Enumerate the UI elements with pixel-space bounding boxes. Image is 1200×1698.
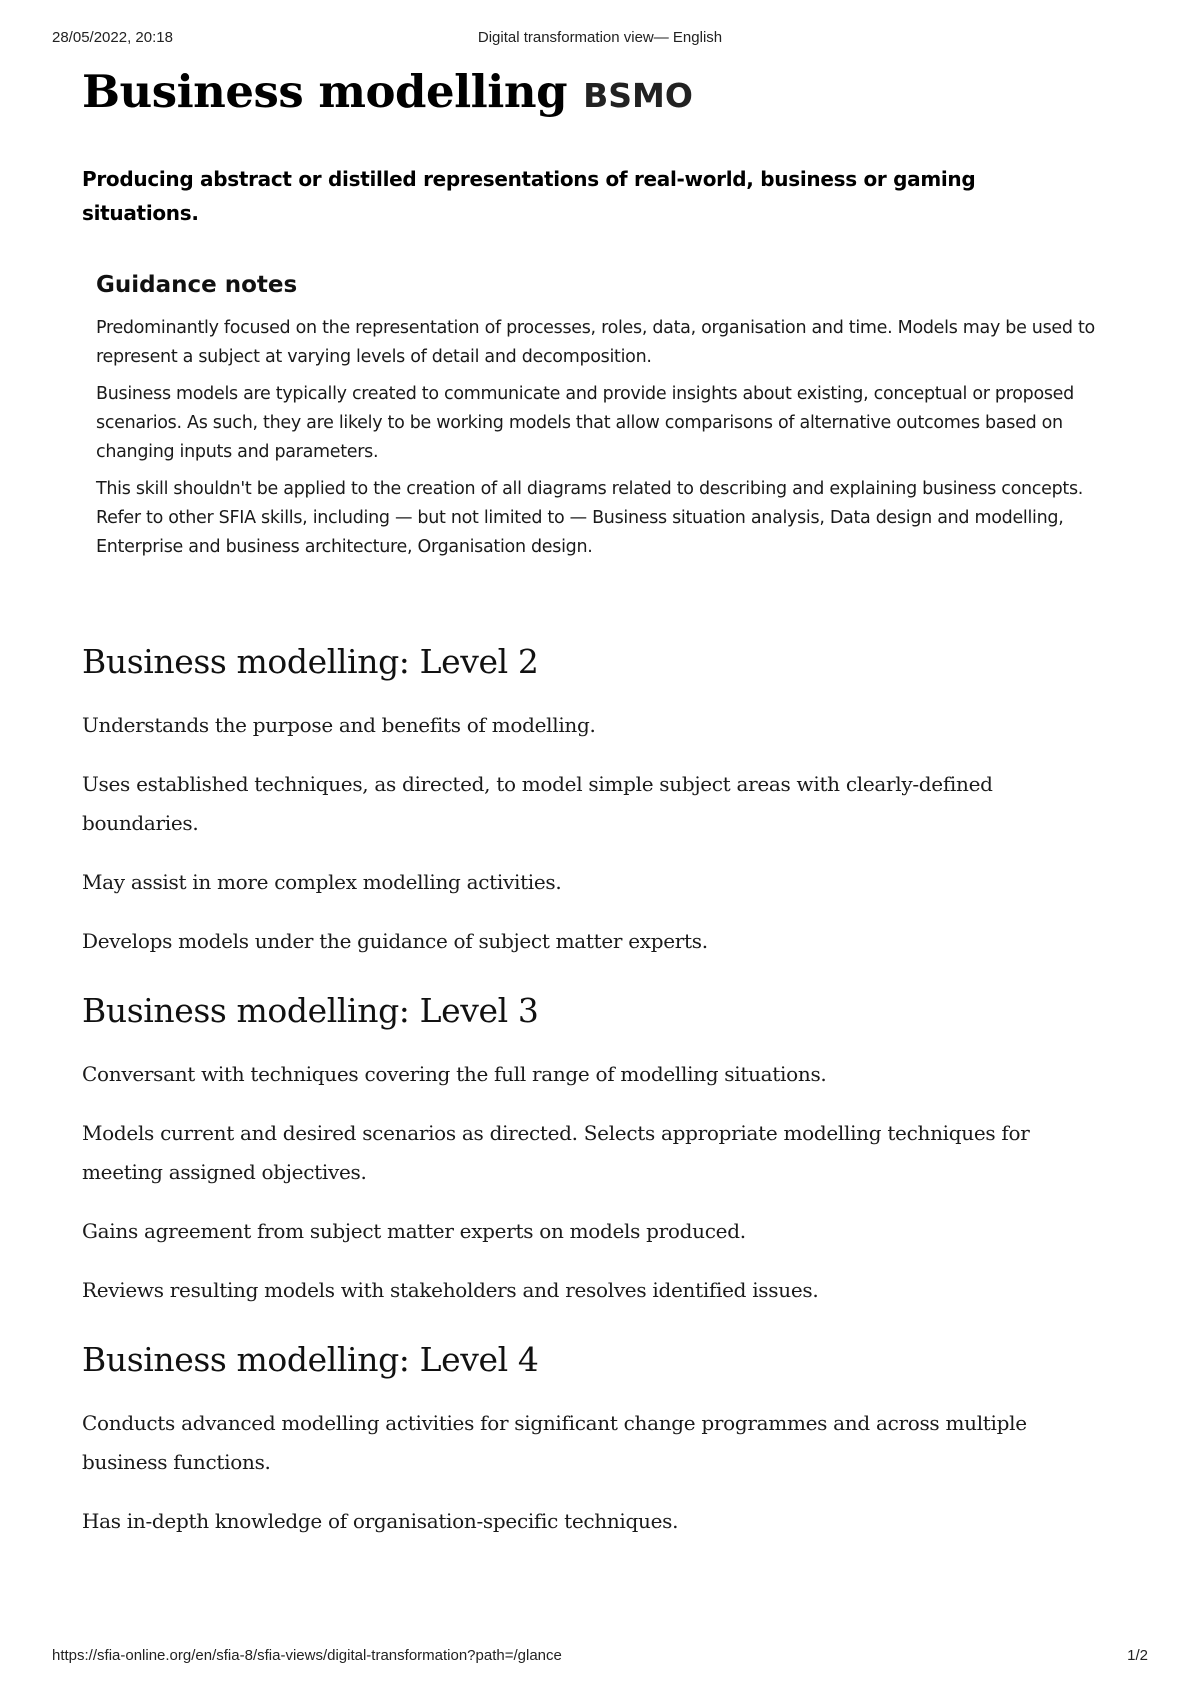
guidance-paragraph: Predominantly focused on the representation of processes, roles, data, organisation and time. Models may be used to represent a subject at varying levels of detail and decomposition. <box>96 318 1095 367</box>
level-paragraph: Conversant with techniques covering the full range of modelling situations. <box>82 1062 827 1086</box>
level-4-section <box>82 1338 1122 1541</box>
level-heading: Business modelling: Level 2 <box>82 642 539 681</box>
level-2-section <box>82 640 1122 961</box>
guidance-notes <box>96 270 1126 562</box>
level-paragraph: Conducts advanced modelling activities for significant change programmes and across multiple business functions. <box>82 1411 1027 1474</box>
print-footer <box>52 1646 1148 1666</box>
page-url-link[interactable]: https://sfia-online.org/en/sfia-8/sfia-views/digital-transformation?path=/glance <box>52 1647 562 1664</box>
skill-summary: Producing abstract or distilled representations of real-world, business or gaming situations. <box>82 167 976 225</box>
level-heading: Business modelling: Level 3 <box>82 991 539 1030</box>
level-paragraph: Develops models under the guidance of subject matter experts. <box>82 929 708 953</box>
skill-code: BSMO <box>583 76 693 115</box>
level-paragraph: Uses established techniques, as directed, to model simple subject areas with clearly-defined boundaries. <box>82 772 993 835</box>
skill-title-row <box>82 56 1122 128</box>
guidance-paragraph: Business models are typically created to communicate and provide insights about existing, conceptual or proposed scenarios. As such, they are likely to be working models that allow comparisons of alternative outcomes based on changing inputs and parameters. <box>96 384 1074 462</box>
level-paragraph: Gains agreement from subject matter experts on models produced. <box>82 1219 746 1243</box>
print-header <box>52 28 1148 48</box>
level-paragraph: Models current and desired scenarios as directed. Selects appropriate modelling techniques for meeting assigned objectives. <box>82 1121 1030 1184</box>
level-paragraph: May assist in more complex modelling activities. <box>82 870 562 894</box>
print-datetime: 28/05/2022, 20:18 <box>52 29 173 46</box>
guidance-paragraph: This skill shouldn't be applied to the creation of all diagrams related to describing and explaining business concepts. Refer to other SFIA skills, including — but not limited to — Business situation analysis, Data design and modelling, Enterprise and business architecture, Organisation design. <box>96 479 1084 557</box>
level-paragraph: Has in-depth knowledge of organisation-specific techniques. <box>82 1509 679 1533</box>
level-paragraph: Reviews resulting models with stakeholders and resolves identified issues. <box>82 1278 819 1302</box>
level-heading: Business modelling: Level 4 <box>82 1340 539 1379</box>
level-paragraph: Understands the purpose and benefits of modelling. <box>82 713 596 737</box>
level-3-section <box>82 989 1122 1310</box>
page-number: 1/2 <box>1127 1647 1148 1664</box>
main-content <box>82 56 1122 1561</box>
page-title: Business modelling <box>82 65 568 118</box>
print-page-title: Digital transformation view— English <box>477 29 723 46</box>
guidance-heading: Guidance notes <box>96 272 298 298</box>
